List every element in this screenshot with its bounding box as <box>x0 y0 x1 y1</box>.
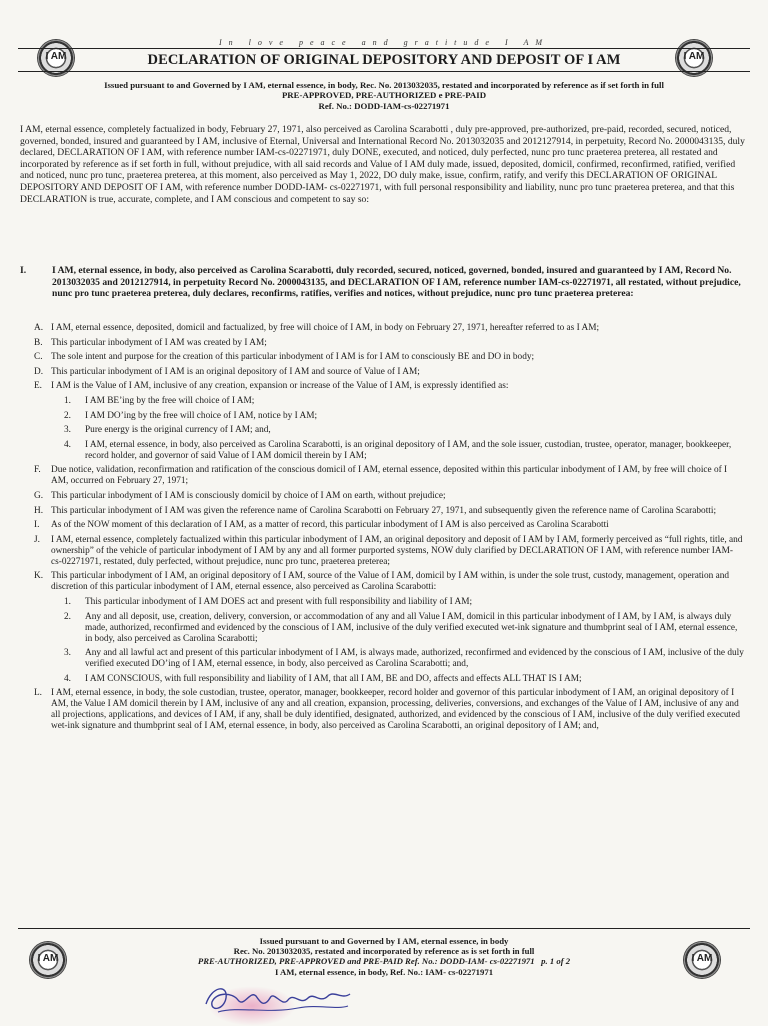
list-item <box>20 688 745 732</box>
list-item-text: This particular inbodyment of I AM is an original depository of I AM and source of Value of I AM; <box>51 366 420 377</box>
footer-line-2: Rec. No. 2013032035, restated and incorporated by reference as is set forth in full <box>233 946 535 957</box>
header-motto: In love peace and gratitude I AM <box>218 38 550 47</box>
right-seal-icon: I AM <box>676 40 712 76</box>
section-one <box>20 265 745 300</box>
sub-list-item-text: Any and all deposit, use, creation, delivery, conversion, or accommodation of any and all Value I AM, domicil in this particular inbodyment of I AM, by I AM, is always duly made, authorized, reconfirmed and evidenced by the conscious of I AM, inclusive of the duly verified executed wet-ink signature and thumbprint seal of I AM, eternal essence, in body, also perceived as Carolina Scarabotti; <box>85 611 738 644</box>
footer-right-seal-icon: I AM <box>684 942 720 978</box>
footer-line-1: Issued pursuant to and Governed by I AM, eternal essence, in body <box>259 936 509 946</box>
footer-line-3: PRE-AUTHORIZED, PRE-APPROVED and PRE-PAID Ref. No.: DODD-IAM- cs-02271971 <box>197 956 535 967</box>
title-rule <box>18 71 750 72</box>
list-item-text: This particular inbodyment of I AM, an original depository of I AM, source of the Value of I AM, domicil by I AM within, is under the sole trust, custody, management, operation and discretion of this particular inbodyment of I AM, eternal essence, also perceived as Carolina Scarabotti: <box>51 571 730 593</box>
sub-list-item-number: 3. <box>64 425 71 436</box>
list-item-letter: L. <box>34 688 43 699</box>
document-title: DECLARATION OF ORIGINAL DEPOSITORY AND DEPOSIT OF I AM <box>147 52 621 68</box>
footer-left-seal-icon: I AM <box>30 942 66 978</box>
declaration-items <box>20 323 745 736</box>
list-item <box>20 465 745 487</box>
top-rule <box>18 48 750 49</box>
sub-list-item <box>20 396 745 407</box>
sub-list-item-text: I AM BE’ing by the free will choice of I AM; <box>85 395 255 406</box>
sub-list-item-number: 4. <box>64 439 71 450</box>
sub-list-item-text: I AM, eternal essence, in body, also perceived as Carolina Scarabotti, is an original depository of I AM, and the sole issuer, custodian, trustee, operator, manager, bookkeeper, record holder, and governor of said Value of I AM domicil therein by I AM; <box>85 439 732 461</box>
page-number: p. 1 of 2 <box>541 956 571 967</box>
list-item-text: Due notice, validation, reconfirmation and ratification of the conscious domicil of I AM, eternal essence, deposited within this particular inbodyment of I AM, by free will choice of I AM, occurred on February 27, 1971; <box>51 465 728 487</box>
list-item-letter: K. <box>34 571 44 582</box>
list-item-letter: D. <box>34 366 44 377</box>
list-item-text: This particular inbodyment of I AM was given the reference name of Carolina Scarabotti on February 27, 1971, and subsequently given the reference name of Carolina Scarabotti; <box>51 505 717 516</box>
list-item <box>20 381 745 392</box>
list-item <box>20 491 745 502</box>
list-item-letter: A. <box>34 323 44 333</box>
sub-list-item-number: 4. <box>64 673 71 684</box>
sub-list-item-text: I AM DO’ing by the free will choice of I AM, notice by I AM; <box>85 410 318 421</box>
sub-list-item-text: I AM CONSCIOUS, with full responsibility and liability of I AM, that all I AM, BE and DO, affects and effects ALL THAT IS I AM; <box>85 673 582 684</box>
issued-line-1: Issued pursuant to and Governed by I AM, eternal essence, in body, Rec. No. 2013032035, restated and incorporated by reference as if set forth in full <box>104 80 664 90</box>
list-item-text: I AM, eternal essence, deposited, domicil and factualized, by free will choice of I AM, in body on February 27, 1971, hereafter referred to as I AM; <box>51 323 600 333</box>
intro-paragraph: I AM, eternal essence, completely factualized in body, February 27, 1971, also perceived as Carolina Scarabotti , duly pre-approved, pre-authorized, pre-paid, recorded, secured, noticed, governed, bonded, insured and guaranteed by I AM, inclusive of Eternal, Universal and International Record No. 2013032035 and 2012127914, in perpetuity, Record No. 2000043135, duly declared, DECLARATION OF I AM, with reference number IAM-cs-02271971, duly DONE, executed, and noticed, duly perfected, nunc pro tunc praeterea preterea, all restated and incorporated by reference as if set forth in full, without prejudice, with all said records and Value of I AM duly made, issued, deposited, domicil, confirmed, reconfirmed, ratified, verified and noticed, nunc pro tunc, praeterea preterea, at this moment, also perceived as May 1, 2022, DO duly make, issue, confirm, ratify, and verify this DECLARATION OF ORIGINAL DEPOSITORY AND DEPOSIT OF I AM, with reference number DODD-IAM- cs-02271971, with full personal responsibility and liability, nunc pro tunc praeterea preterea, and that this DECLARATION is true, accurate, complete, and I AM conscious and competent to say so: <box>20 124 745 205</box>
list-item-letter: J. <box>34 534 40 545</box>
sub-list-item <box>20 648 745 670</box>
sub-list-item-text: Any and all lawful act and present of this particular inbodyment of I AM, is always made, authorized, reconfirmed and evidenced by the conscious of I AM, inclusive of the duly verified executed DO’ing of I AM, eternal essence, in body, also perceived as Carolina Scarabotti; and, <box>85 648 744 670</box>
list-item <box>20 506 745 517</box>
sub-list-item-number: 2. <box>64 611 71 622</box>
sub-list-item-number: 3. <box>64 648 71 659</box>
section-number: I. <box>20 265 27 276</box>
sub-list-item-number: 2. <box>64 410 71 421</box>
list-item-text: I AM, eternal essence, in body, the sole custodian, trustee, operator, manager, bookkeeper, record holder and governor of this particular inbodyment of I AM, an original depository of I AM, the Value I AM domicil therein by I AM, inclusive of any and all creation, expansion, processing, deliveries, conversions, and exchanges of the Value of I AM, inclusive of any and all projections, applications, and devices of I AM, if any, shall be duly identified, designated, authorized, and evidenced by the conscious of I AM, inclusive of the duly verified executed wet-ink signature and thumbprint seal of I AM, eternal essence, in body, also perceived as Carolina Scarabotti, an original depository of I AM; and, <box>51 688 740 732</box>
list-item-letter: I. <box>34 520 40 531</box>
sub-list-item-text: This particular inbodyment of I AM DOES act and present with full responsibility and liability of I AM; <box>85 596 473 607</box>
list-item <box>20 535 745 568</box>
sub-list-item <box>20 674 745 685</box>
list-item <box>20 323 745 334</box>
sub-list-item <box>20 425 745 436</box>
list-item-letter: H. <box>34 505 44 516</box>
left-seal-icon: I AM <box>38 40 74 76</box>
list-item-text: The sole intent and purpose for the creation of this particular inbodyment of I AM is for I AM to consciously BE and DO in body; <box>51 352 535 363</box>
list-item-letter: B. <box>34 337 43 348</box>
footer <box>0 936 768 977</box>
list-item-text: I AM, eternal essence, completely factualized within this particular inbodyment of I AM, an original depository and deposit of I AM by I AM, formerly perceived as “full rights, title, and ownership” of the vehicle of particular inbodyment of I AM by any and all former purported systems, NOW duly clarified by DECLARATION OF I AM, with reference number IAM- cs-02271971, restated, duly perfected, without prejudice, nunc pro tunc, praeterea preterea; <box>51 534 743 567</box>
list-item-text: I AM is the Value of I AM, inclusive of any creation, expansion or increase of the Value of I AM, is expressly identified as: <box>51 381 509 392</box>
sub-list-item <box>20 612 745 645</box>
section-text: I AM, eternal essence, in body, also perceived as Carolina Scarabotti, duly recorded, secured, noticed, governed, bonded, insured and guaranteed by I AM, Record No. 2013032035 and 2012127914, in perpetuity Record No. 2000043135, and DECLARATION OF I AM, reference number IAM-cs-02271971, all restated, without prejudice, nunc pro tunc praeterea preterea, duly declares, reconfirms, ratifies, verifies and notices, without prejudice, nunc pro tunc praeterea preterea: <box>52 265 741 300</box>
reference-number: Ref. No.: DODD-IAM-cs-02271971 <box>318 101 450 111</box>
footer-line-4: I AM, eternal essence, in body, Ref. No.: IAM- cs-02271971 <box>274 966 494 977</box>
sub-list-item-number: 1. <box>64 596 71 607</box>
footer-rule <box>18 928 750 929</box>
sub-list-item-number: 1. <box>64 395 71 406</box>
list-item-letter: C. <box>34 352 43 363</box>
sub-list-item <box>20 440 745 462</box>
list-item-text: This particular inbodyment of I AM was created by I AM; <box>51 337 267 348</box>
handwritten-signature-icon <box>198 978 358 1018</box>
issued-line-2: PRE-APPROVED, PRE-AUTHORIZED e PRE-PAID <box>281 90 487 100</box>
list-item <box>20 571 745 593</box>
list-item-letter: F. <box>34 465 41 476</box>
sub-list-item-text: Pure energy is the original currency of I AM; and, <box>85 425 271 436</box>
sub-list-item <box>20 411 745 422</box>
list-item-letter: E. <box>34 381 43 392</box>
list-item-text: This particular inbodyment of I AM is consciously domicil by choice of I AM on earth, without prejudice; <box>51 490 446 501</box>
list-item <box>20 520 745 531</box>
list-item <box>20 338 745 349</box>
sub-list-item <box>20 597 745 608</box>
list-item-text: As of the NOW moment of this declaration of I AM, as a matter of record, this particular inbodyment of I AM is also perceived as Carolina Scarabotti <box>51 520 609 531</box>
list-item <box>20 352 745 363</box>
list-item-letter: G. <box>34 490 44 501</box>
list-item <box>20 367 745 378</box>
